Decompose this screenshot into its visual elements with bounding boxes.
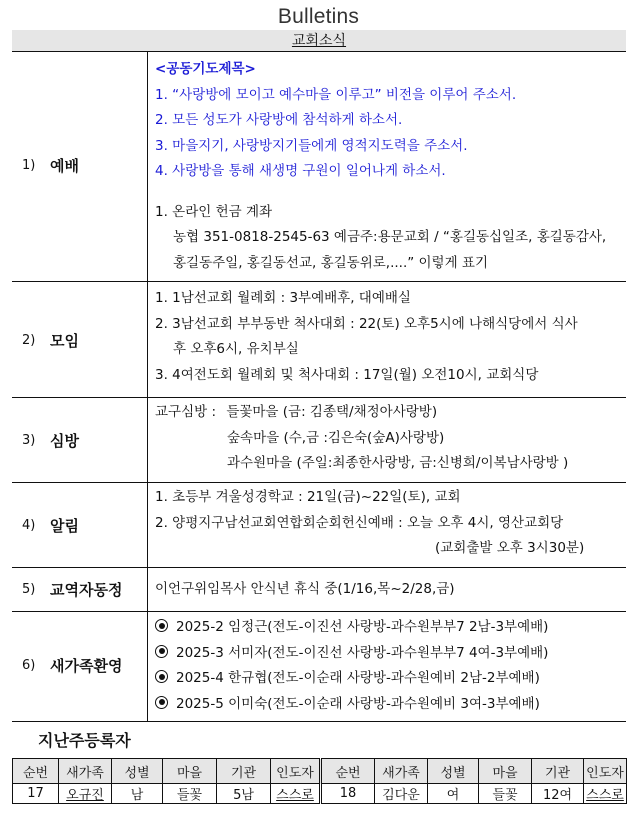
section-number: 4)	[22, 517, 36, 533]
notice-item: 1. 초등부 겨울성경학교 : 21일(금)~22일(토), 교회	[155, 489, 461, 505]
visitation-item: 과수원마을 (주일:최종한사랑방, 금:신병희/이복남사랑방 )	[227, 455, 569, 471]
visitation-prefix: 교구심방 :	[155, 404, 217, 420]
section-number: 2)	[22, 332, 36, 348]
radio-bullet-icon	[155, 696, 168, 709]
cell-guide: 스스로	[584, 784, 627, 804]
column-header: 순번	[321, 759, 375, 784]
meeting-item: 2. 3남선교회 부부동반 척사대회 : 22(토) 오후5시에 나해식당에서 식사	[155, 315, 578, 332]
section-label-worship	[12, 150, 147, 180]
cell-org: 12여	[532, 784, 584, 804]
column-header: 인도자	[271, 759, 321, 784]
section-number: 1)	[22, 157, 36, 173]
registrants-table	[12, 758, 627, 804]
cell-no: 17	[13, 784, 59, 804]
cell-village: 들꽃	[163, 784, 217, 804]
column-header: 기관	[532, 759, 584, 784]
meeting-content	[155, 286, 623, 388]
cell-org: 5남	[217, 784, 271, 804]
cell-name: 오규진	[59, 784, 112, 804]
table-row	[13, 784, 627, 804]
cell-gender: 남	[112, 784, 163, 804]
registrants-title: 지난주등록자	[38, 731, 131, 750]
prayer-item: 1. “사랑방에 모이고 예수마을 이루고” 비전을 이루어 주소서.	[155, 86, 517, 103]
cell-name: 김다운	[375, 784, 428, 804]
radio-bullet-icon	[155, 645, 168, 658]
prayer-item: 2. 모든 성도가 사랑방에 참석하게 하소서.	[155, 112, 403, 128]
notice-item-continued: (교회출발 오후 3시30분)	[435, 540, 585, 556]
cell-no: 18	[321, 784, 375, 804]
staff-note: 이언구위임목사 안식년 휴식 중(1/16,목~2/28,금)	[155, 581, 455, 597]
section-title: 모임	[50, 331, 79, 350]
column-header: 새가족	[59, 759, 112, 784]
cell-village: 들꽃	[479, 784, 532, 804]
meeting-item: 3. 4여전도회 월례회 및 척사대회 : 17일(월) 오전10시, 교회식당	[155, 366, 539, 383]
section-number: 3)	[22, 432, 36, 448]
section-title: 새가족환영	[50, 656, 123, 675]
section-label-welcome	[12, 650, 147, 680]
section-title: 알림	[50, 516, 79, 535]
meeting-item: 1. 1남선교회 월례회 : 3부예배후, 대예배실	[155, 290, 411, 306]
visitation-item: 숲속마을 (수,금 :김은숙(숲A)사랑방)	[227, 429, 445, 446]
column-header: 새가족	[375, 759, 428, 784]
notice-item: 2. 양평지구남선교회연합회순회헌신예배 : 오늘 오후 4시, 영산교회당	[155, 514, 564, 531]
offering-note: 홍길동주일, 홍길동선교, 홍길동위로,....” 이렇게 표기	[173, 254, 489, 271]
section-label-notice	[12, 510, 147, 540]
worship-content	[155, 57, 623, 276]
section-label-staff	[12, 574, 147, 604]
welcome-item	[155, 692, 623, 718]
bulletins-title: Bulletins	[277, 5, 360, 28]
section-title: 예배	[50, 156, 79, 175]
radio-bullet-icon	[155, 619, 168, 632]
welcome-item	[155, 615, 623, 641]
column-divider	[147, 51, 148, 721]
meeting-item-continued: 후 오후6시, 유치부실	[173, 341, 299, 357]
column-header: 인도자	[584, 759, 627, 784]
cell-guide: 스스로	[271, 784, 321, 804]
offering-title: 1. 온라인 헌금 계좌	[155, 203, 273, 220]
cell-gender: 여	[428, 784, 479, 804]
column-header: 순번	[13, 759, 59, 784]
welcome-text: 2025-5 이미숙(전도-이순래 사랑방-과수원예비 3여-3부예배)	[176, 695, 540, 712]
section-title: 심방	[50, 431, 79, 450]
visitation-content	[155, 400, 623, 477]
column-header: 마을	[163, 759, 217, 784]
row-divider	[12, 611, 626, 612]
column-header: 기관	[217, 759, 271, 784]
radio-bullet-icon	[155, 670, 168, 683]
offering-account: 농협 351-0818-2545-63 예금주:용문교회 / “홍길동십일조, 홍길동감사,	[173, 229, 607, 245]
column-header: 성별	[112, 759, 163, 784]
section-number: 6)	[22, 657, 36, 673]
row-divider	[12, 721, 626, 722]
row-divider	[12, 482, 626, 483]
welcome-content	[155, 615, 623, 717]
notice-content	[155, 485, 623, 562]
welcome-item	[155, 666, 623, 692]
prayer-item: 3. 마을지기, 사랑방지기들에게 영적지도력을 주소서.	[155, 137, 468, 154]
visitation-village: 들꽃마을 (금: 김종택/채정아사랑방)	[226, 404, 438, 420]
column-header: 성별	[428, 759, 479, 784]
row-divider	[12, 567, 626, 568]
welcome-text: 2025-2 임정근(전도-이진선 사랑방-과수원부부7 2남-3부예배)	[176, 619, 549, 635]
section-title: 교역자동정	[50, 580, 123, 599]
section-label-meeting	[12, 325, 147, 355]
section-band	[12, 30, 626, 52]
visitation-item	[155, 400, 623, 426]
welcome-text: 2025-3 서미자(전도-이진선 사랑방-과수원부부7 4여-3부예배)	[176, 644, 549, 661]
welcome-text: 2025-4 한규협(전도-이순래 사랑방-과수원예비 2남-2부예배)	[176, 670, 540, 686]
band-label: 교회소식	[291, 33, 347, 49]
welcome-item	[155, 641, 623, 667]
column-header: 마을	[479, 759, 532, 784]
staff-content	[155, 577, 623, 603]
table-header-row	[13, 759, 627, 784]
prayer-item: 4. 사랑방을 통해 새생명 구원이 일어나게 하소서.	[155, 163, 446, 179]
row-divider	[12, 281, 626, 282]
prayer-title: <공동기도제목>	[155, 61, 256, 77]
section-number: 5)	[22, 581, 36, 597]
row-divider	[12, 397, 626, 398]
section-label-visitation	[12, 425, 147, 455]
